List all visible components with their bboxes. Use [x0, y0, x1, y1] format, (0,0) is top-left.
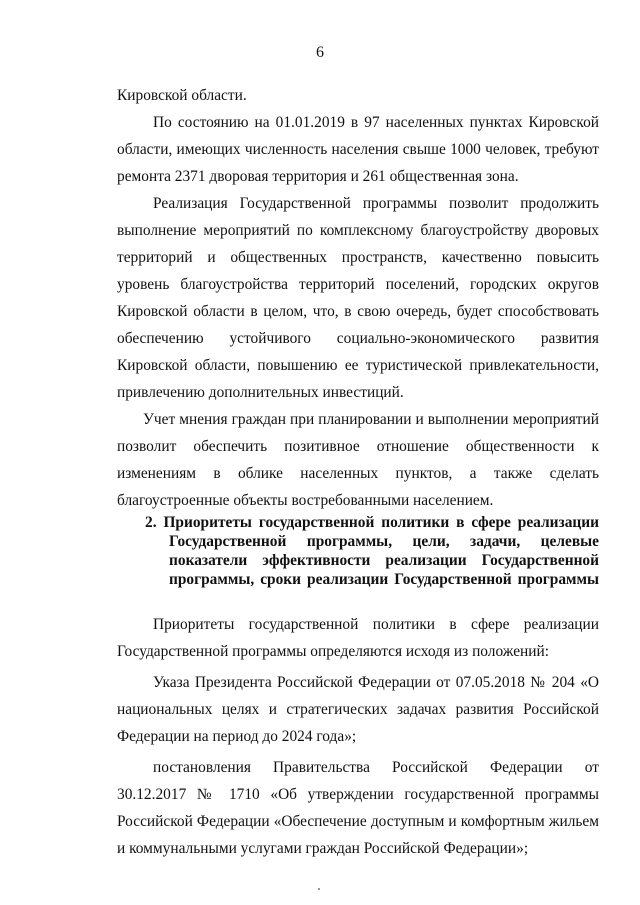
- section-number: 2.: [145, 514, 157, 531]
- body-text-bottom: [117, 611, 599, 862]
- section-heading-line-3: показатели эффективности реализации Государственной: [169, 552, 599, 569]
- paragraph-implementation: Реализация Государственной программы позволит продолжить выполнение мероприятий по комплексному благоустройству дворовых территорий и общественных пространств, качественно повысить уровень благоустройства территорий поселений, городских округов Кировской области в целом, что, в свою очередь, будет способствовать обеспечению устойчивого социально-экономического развития Кировской области, повышению ее туристической привлекательности, привлечению дополнительных инвестиций.: [117, 195, 599, 401]
- scan-dot: [318, 888, 320, 890]
- section-heading-line-1: 2. Приоритеты государственной политики в сфере реализации: [145, 514, 599, 531]
- section-heading-line-4: программы, сроки реализации Государственной программы: [169, 571, 599, 588]
- section-heading: [145, 513, 599, 589]
- paragraph-resolution: постановления Правительства Российской Федерации от 30.12.2017 № 1710 «Об утверждении государственной программы Российской Федерации «Обеспечение доступным и комфортным жильем и коммунальными услугами граждан Российской Федерации»;: [117, 759, 599, 857]
- paragraph-status: По состоянию на 01.01.2019 в 97 населенных пунктах Кировской области, имеющих численность населения свыше 1000 человек, требуют ремонта 2371 дворовая территория и 261 общественная зона.: [117, 114, 599, 185]
- paragraph-citizen-opinion: Учет мнения граждан при планировании и выполнении мероприятий позволит обеспечить позитивное отношение общественности к изменениям в облике населенных пунктов, а также сделать благоустроенные объекты востребованными населением.: [117, 411, 599, 509]
- page-number: 6: [316, 44, 324, 61]
- paragraph-priorities: Приоритеты государственной политики в сфере реализации Государственной программы определяются исходя из положений:: [117, 616, 599, 660]
- paragraph-continuation: Кировской области.: [117, 87, 247, 104]
- section-heading-line-2: Государственной программы, цели, задачи, целевые: [169, 533, 599, 550]
- body-text-top: [117, 82, 599, 514]
- paragraph-decree: Указа Президента Российской Федерации от 07.05.2018 № 204 «О национальных целях и стратегических задачах развития Российской Федерации на период до 2024 года»;: [117, 674, 599, 745]
